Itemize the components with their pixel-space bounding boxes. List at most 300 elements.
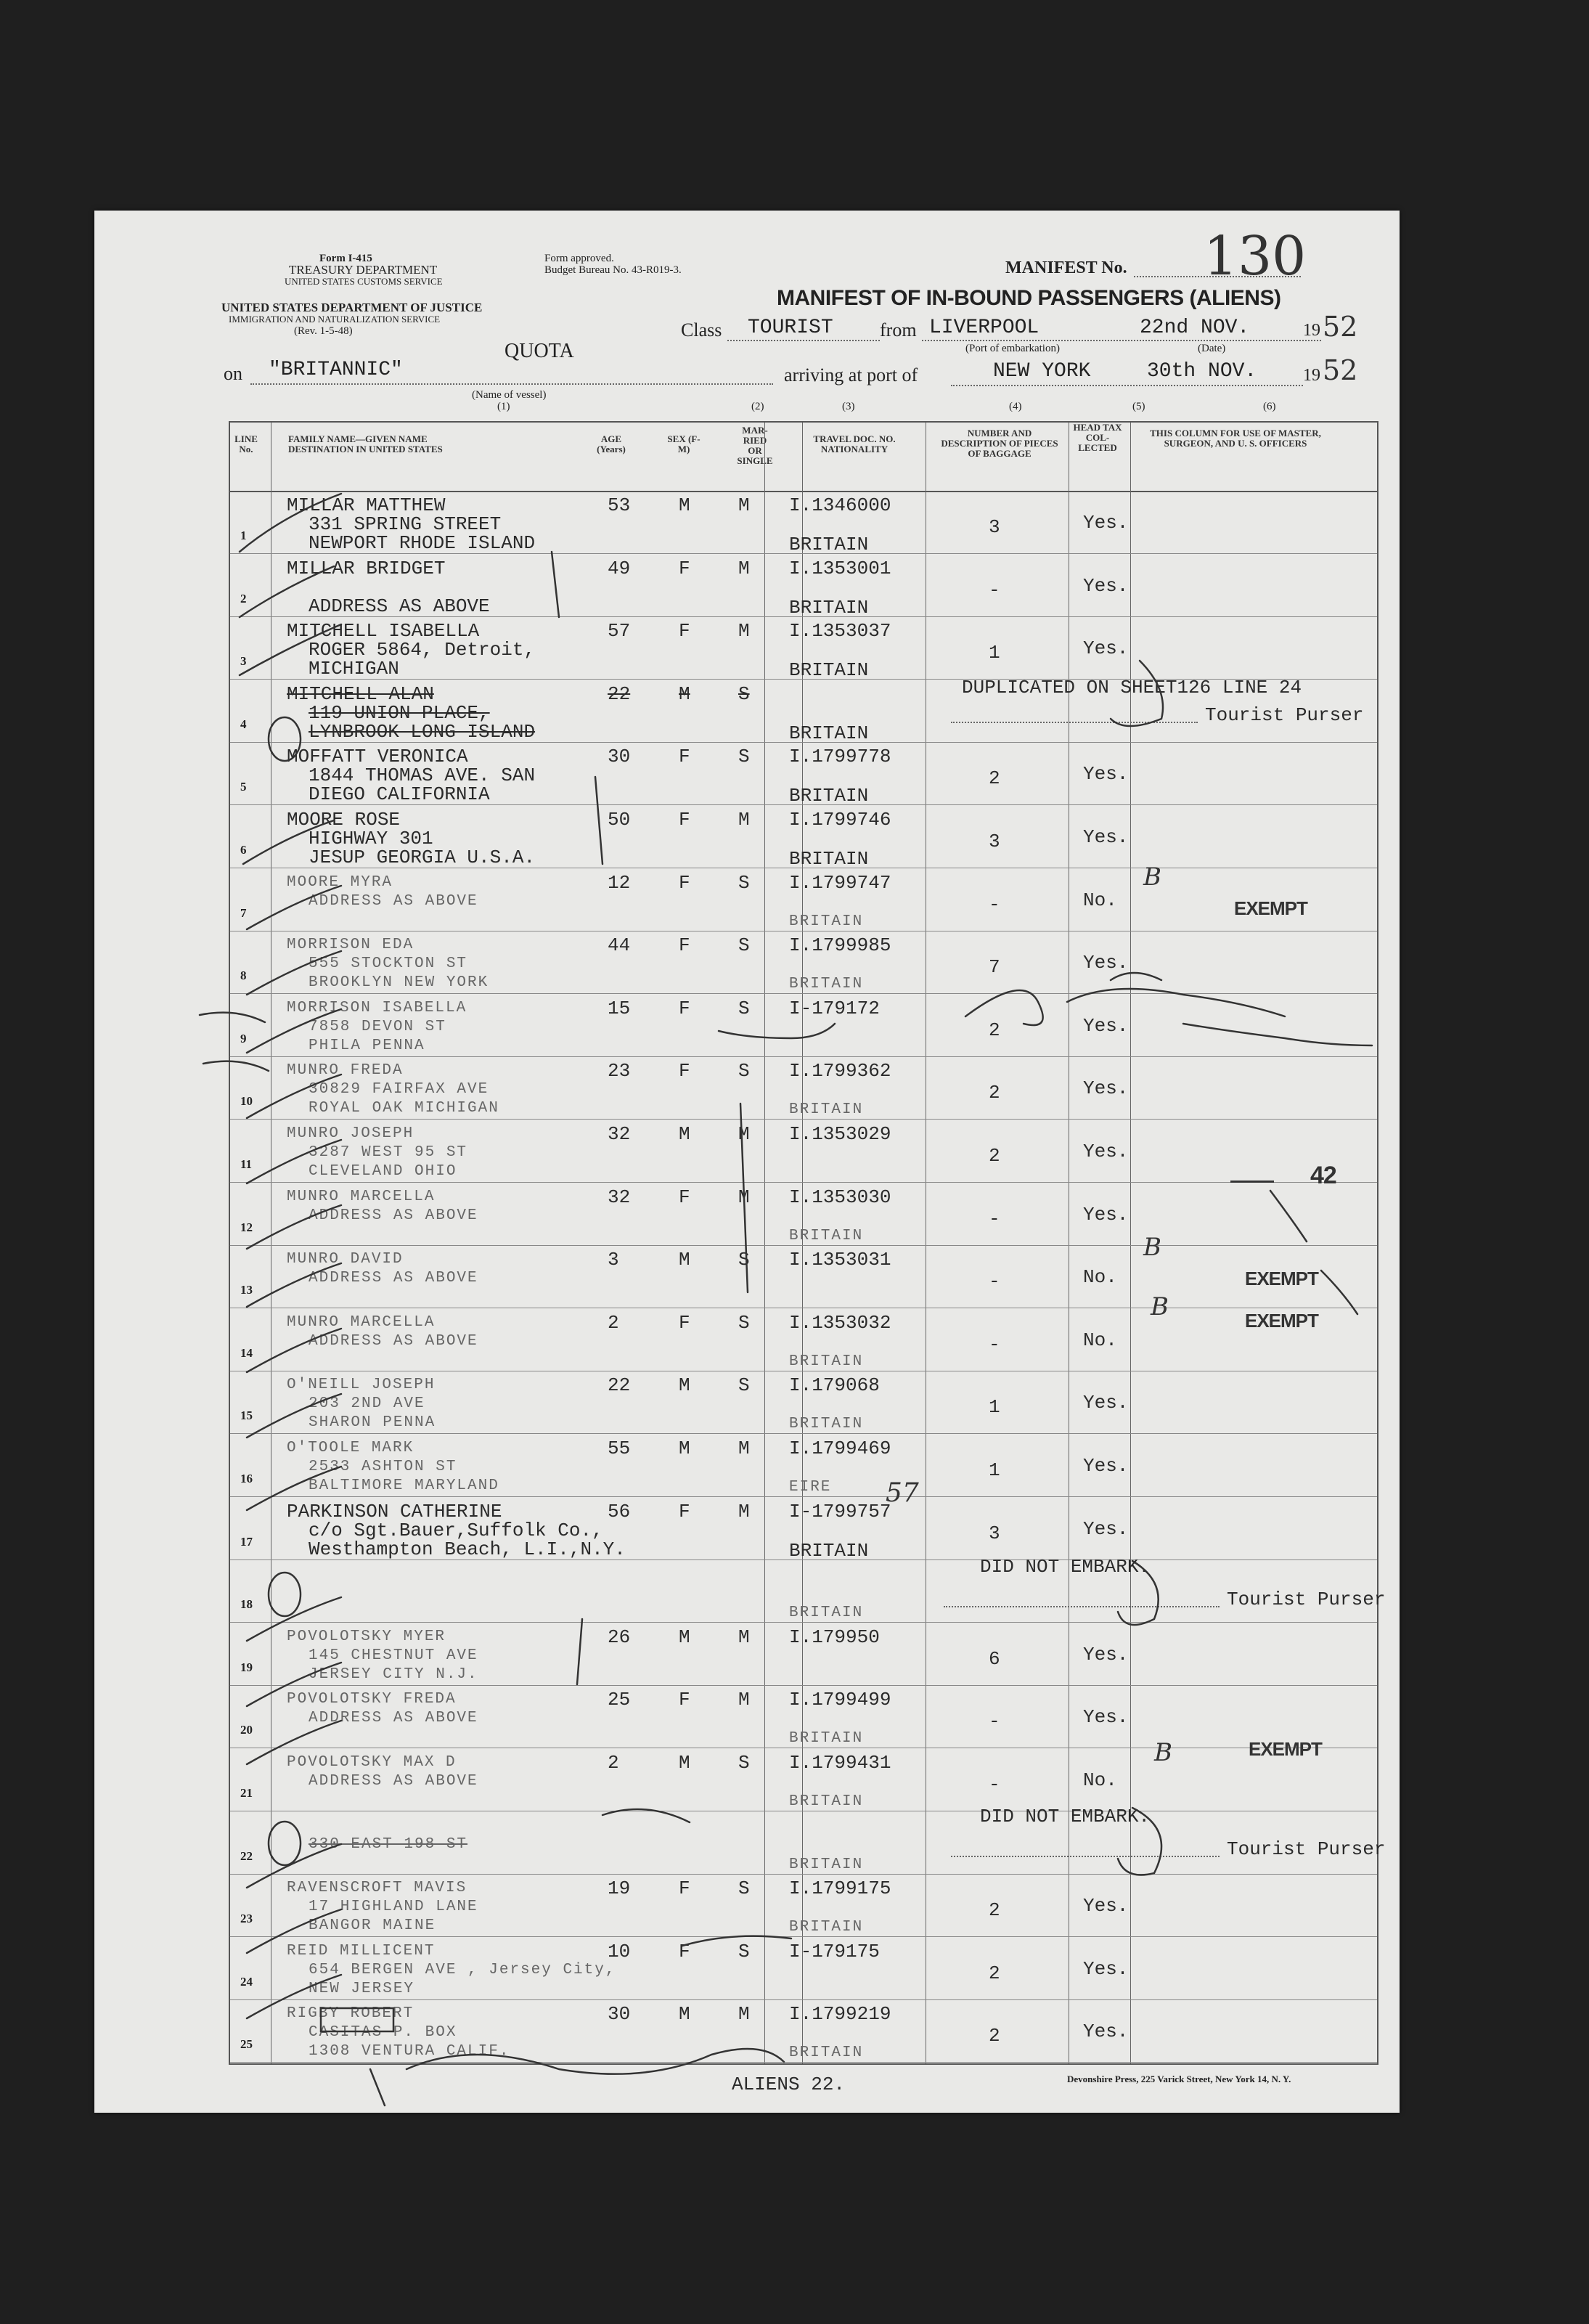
baggage-cell: 3: [989, 516, 1000, 538]
baggage-cell: 1: [989, 642, 1000, 664]
nationality-cell: BRITAIN: [789, 976, 864, 993]
address-line-1: 331 SPRING STREET: [309, 513, 502, 535]
address-line-2: BALTIMORE MARYLAND: [309, 1477, 499, 1494]
date-caption: (Date): [1198, 343, 1226, 354]
nationality-cell: BRITAIN: [789, 1793, 864, 1810]
head-tax-cell: Yes.: [1083, 637, 1129, 660]
address-line-1: 2533 ASHTON ST: [309, 1459, 457, 1475]
nationality-cell: BRITAIN: [789, 1101, 864, 1119]
address-line-1: ADDRESS AS ABOVE: [309, 1270, 478, 1287]
marital-cell: M: [738, 1626, 750, 1648]
address-line-1: c/o Sgt.Bauer,Suffolk Co.,: [309, 1519, 603, 1541]
line-number: 17: [240, 1534, 253, 1549]
address-line-2: DIEGO CALIFORNIA: [309, 783, 490, 806]
marital-cell: S: [738, 1249, 750, 1271]
aliens-count: ALIENS 22.: [732, 2074, 846, 2095]
age-cell: 30: [608, 746, 631, 768]
age-cell: 49: [608, 557, 631, 579]
sex-cell: M: [679, 682, 690, 705]
form-number: Form I-415: [319, 253, 372, 264]
age-cell: 44: [608, 934, 631, 957]
passenger-name: MUNRO MARCELLA: [287, 1188, 436, 1205]
col-number-6: (6): [1263, 401, 1276, 412]
head-tax-cell: Yes.: [1083, 763, 1129, 786]
age-cell: 10: [608, 1940, 631, 1962]
nationality-cell: BRITAIN: [789, 1353, 864, 1370]
travel-doc-cell: I.1799746: [789, 809, 891, 831]
address-line-1: 654 BERGEN AVE , Jersey City,: [309, 1961, 616, 1978]
age-cell: 25: [608, 1689, 631, 1711]
baggage-cell: -: [989, 1271, 1000, 1293]
passenger-name: RIGBY ROBERT: [287, 2005, 414, 2023]
age-cell: 57: [608, 620, 631, 643]
marital-cell: M: [738, 2003, 750, 2026]
travel-doc-cell: I.1353030: [789, 1186, 891, 1208]
age-cell: 56: [608, 1500, 631, 1522]
purser-note-2: Tourist Purser: [1227, 1589, 1386, 1610]
nationality-cell: BRITAIN: [789, 1730, 864, 1748]
sex-cell: F: [679, 1186, 690, 1208]
class-label: Class: [681, 319, 722, 341]
address-line-2: CLEVELAND OHIO: [309, 1163, 457, 1180]
embark-port: LIVERPOOL: [929, 317, 1039, 339]
passenger-name: PARKINSON CATHERINE: [287, 1500, 502, 1522]
head-tax-cell: Yes.: [1083, 1392, 1129, 1414]
address-line-2: SHARON PENNA: [309, 1414, 436, 1432]
travel-doc-cell: I.1799747: [789, 871, 891, 894]
sex-cell: M: [679, 1752, 690, 1774]
address-line-2: ROYAL OAK MICHIGAN: [309, 1100, 499, 1117]
nationality-cell: BRITAIN: [789, 1919, 864, 1936]
nationality-cell: BRITAIN: [789, 913, 864, 930]
line-number: 3: [240, 654, 247, 669]
passenger-name: MOORE MYRA: [287, 873, 393, 891]
head-tax-cell: Yes.: [1083, 512, 1129, 534]
passenger-name: MILLAR BRIDGET: [287, 557, 446, 579]
address-line-1: ROGER 5864, Detroit,: [309, 639, 536, 661]
travel-doc-cell: I-179172: [789, 997, 880, 1019]
age-cell: 22: [608, 682, 631, 705]
sex-cell: F: [679, 1940, 690, 1962]
arrival-port: NEW YORK: [993, 360, 1091, 383]
header-officers: THIS COLUMN FOR USE OF MASTER, SURGEON, AND U. S. OFFICERS: [1150, 428, 1321, 449]
arrival-date: 30th NOV.: [1147, 360, 1257, 383]
travel-doc-cell: I.179950: [789, 1626, 880, 1648]
address-line-2: BROOKLYN NEW YORK: [309, 974, 489, 992]
col-number-3: (3): [842, 401, 855, 412]
line-number: 13: [240, 1283, 253, 1297]
embark-year: 52: [1323, 311, 1358, 343]
baggage-cell: 2: [989, 2025, 1000, 2047]
sex-cell: F: [679, 997, 690, 1019]
head-tax-cell: Yes.: [1083, 1706, 1129, 1729]
col-number-5: (5): [1132, 401, 1145, 412]
nationality-cell: BRITAIN: [789, 1539, 869, 1562]
nationality-cell: BRITAIN: [789, 1605, 864, 1622]
line-number: 9: [240, 1031, 247, 1045]
travel-doc-cell: I.1353037: [789, 620, 891, 643]
age-cell: 2: [608, 1311, 619, 1334]
passenger-name: O'TOOLE MARK: [287, 1440, 414, 1456]
arrival-year-prefix: 19: [1303, 366, 1320, 385]
sex-cell: F: [679, 1877, 690, 1900]
from-label: from: [880, 319, 917, 341]
manifest-title: MANIFEST OF IN-BOUND PASSENGERS (ALIENS): [777, 286, 1281, 310]
marital-cell: S: [738, 1374, 750, 1397]
handwritten-b: B: [1151, 1292, 1169, 1321]
header-line: LINE No.: [234, 433, 258, 454]
address-line-1: 330 EAST 198 ST: [309, 1835, 468, 1853]
travel-doc-cell: I-179175: [789, 1940, 880, 1962]
line-number: 10: [240, 1094, 253, 1109]
line-number: 6: [240, 843, 247, 857]
address-line-2: NEWPORT RHODE ISLAND: [309, 532, 536, 554]
port-caption: (Port of embarkation): [965, 343, 1060, 354]
age-cell: 55: [608, 1438, 631, 1459]
line-number: 21: [240, 1786, 253, 1800]
marital-cell: M: [738, 1689, 750, 1711]
age-cell: 2: [608, 1752, 619, 1774]
address-line-2: MICHIGAN: [309, 658, 399, 680]
line-number: 7: [240, 905, 247, 920]
address-line-1: ADDRESS AS ABOVE: [309, 1710, 478, 1727]
head-tax-cell: Yes.: [1083, 1957, 1129, 1980]
address-line-1: 145 CHESTNUT AVE: [309, 1647, 478, 1664]
exempt-stamp: EXEMPT: [1245, 1268, 1318, 1289]
sex-cell: F: [679, 871, 690, 894]
line-number: 18: [240, 1597, 253, 1612]
travel-doc-cell: I.1346000: [789, 494, 891, 516]
head-tax-cell: Yes.: [1083, 952, 1129, 974]
passenger-name: POVOLOTSKY FREDA: [287, 1691, 457, 1708]
line-number: 4: [240, 717, 247, 731]
nationality-cell: BRITAIN: [789, 1856, 864, 1873]
address-line-1: 17 HIGHLAND LANE: [309, 1899, 478, 1916]
sex-cell: M: [679, 1374, 690, 1397]
age-cell: 19: [608, 1877, 631, 1900]
header-tax: HEAD TAX COL-LECTED: [1073, 422, 1122, 453]
exempt-stamp: EXEMPT: [1249, 1738, 1322, 1760]
handwriting-overlay: [94, 211, 1400, 2113]
line-number: 19: [240, 1660, 253, 1674]
head-tax-cell: Yes.: [1083, 1455, 1129, 1477]
embark-year-prefix: 19: [1303, 321, 1320, 340]
marital-cell: S: [738, 934, 750, 957]
head-tax-cell: Yes.: [1083, 1643, 1129, 1665]
travel-doc-cell: I.1799175: [789, 1877, 891, 1900]
sex-cell: F: [679, 1060, 690, 1083]
address-line-2: 1308 VENTURA CALIF.: [309, 2043, 510, 2060]
sex-cell: F: [679, 1500, 690, 1522]
justice-dept: UNITED STATES DEPARTMENT OF JUSTICE: [221, 301, 483, 314]
head-tax-cell: No.: [1083, 889, 1117, 911]
header-travel: TRAVEL DOC. NO. NATIONALITY: [813, 433, 896, 454]
marital-cell: M: [738, 809, 750, 831]
nationality-cell: BRITAIN: [789, 659, 869, 682]
head-tax-cell: Yes.: [1083, 1517, 1129, 1540]
nationality-cell: BRITAIN: [789, 1416, 864, 1433]
sex-cell: F: [679, 1689, 690, 1711]
travel-doc-cell: I.1799362: [789, 1060, 891, 1083]
sex-cell: M: [679, 494, 690, 516]
head-tax-cell: No.: [1083, 1329, 1117, 1351]
baggage-cell: 2: [989, 1145, 1000, 1167]
address-line-1: ADDRESS AS ABOVE: [309, 1773, 478, 1790]
nationality-cell: BRITAIN: [789, 596, 869, 619]
address-line-1: CASITAS P. BOX: [309, 2024, 457, 2042]
purser-note-3: Tourist Purser: [1227, 1838, 1386, 1860]
travel-doc-cell: I.1799469: [789, 1438, 891, 1459]
travel-doc-cell: I.1799431: [789, 1752, 891, 1774]
handwritten-57: 57: [886, 1478, 919, 1508]
customs-service: UNITED STATES CUSTOMS SERVICE: [285, 276, 443, 287]
address-line-1: 3287 WEST 95 ST: [309, 1144, 468, 1161]
sex-cell: F: [679, 1311, 690, 1334]
duplicated-note: DUPLICATED ON SHEET126 LINE 24: [962, 677, 1302, 698]
handwritten-b: B: [1143, 1233, 1161, 1262]
passenger-name: MORRISON ISABELLA: [287, 999, 467, 1016]
age-cell: 12: [608, 871, 631, 894]
head-tax-cell: Yes.: [1083, 1077, 1129, 1100]
travel-doc-cell: I.1353029: [789, 1123, 891, 1145]
arrival-year: 52: [1323, 354, 1358, 386]
marital-cell: M: [738, 1500, 750, 1522]
sex-cell: F: [679, 934, 690, 957]
marital-cell: S: [738, 1060, 750, 1083]
marital-cell: S: [738, 1311, 750, 1334]
head-tax-cell: Yes.: [1083, 1014, 1129, 1037]
line-number: 16: [240, 1472, 253, 1485]
nationality-cell: BRITAIN: [789, 534, 869, 555]
passenger-name: O'NEILL JOSEPH: [287, 1377, 436, 1394]
baggage-cell: 1: [989, 1459, 1000, 1481]
head-tax-cell: Yes.: [1083, 826, 1129, 848]
header-name: FAMILY NAME—GIVEN NAME DESTINATION IN UNITED STATES: [288, 433, 443, 454]
head-tax-cell: No.: [1083, 1266, 1117, 1289]
quota-label: QUOTA: [505, 340, 574, 362]
marital-cell: M: [738, 1438, 750, 1459]
manifest-no-label: MANIFEST No.: [1005, 258, 1127, 277]
col-number-2: (2): [751, 401, 764, 412]
age-cell: 50: [608, 809, 631, 831]
baggage-cell: -: [989, 1711, 1000, 1733]
address-line-1: ADDRESS AS ABOVE: [309, 1332, 478, 1350]
sex-cell: M: [679, 1626, 690, 1648]
head-tax-cell: Yes.: [1083, 1895, 1129, 1917]
baggage-cell: 3: [989, 1522, 1000, 1544]
count-42: 42: [1310, 1162, 1336, 1189]
address-line-2: JESUP GEORGIA U.S.A.: [309, 847, 536, 868]
baggage-cell: -: [989, 1333, 1000, 1355]
line-number: 12: [240, 1220, 253, 1234]
sex-cell: M: [679, 1438, 690, 1459]
age-cell: 32: [608, 1123, 631, 1145]
baggage-cell: 2: [989, 1019, 1000, 1041]
line-number: 2: [240, 591, 247, 606]
line-number: 14: [240, 1345, 253, 1360]
address-line-1: HIGHWAY 301: [309, 828, 433, 849]
sex-cell: F: [679, 620, 690, 643]
address-line-2: JERSEY CITY N.J.: [309, 1665, 478, 1683]
marital-cell: S: [738, 997, 750, 1019]
nationality-cell: BRITAIN: [789, 848, 869, 870]
age-cell: 3: [608, 1249, 619, 1271]
marital-cell: M: [738, 557, 750, 579]
vessel-caption: (Name of vessel): [472, 389, 547, 401]
class-value: TOURIST: [748, 317, 833, 339]
exempt-stamp: EXEMPT: [1234, 897, 1307, 919]
handwritten-b: B: [1143, 863, 1161, 892]
manifest-sheet: [94, 211, 1400, 2113]
age-cell: 23: [608, 1060, 631, 1083]
handwritten-b: B: [1154, 1738, 1172, 1767]
col-number-1: (1): [497, 401, 510, 412]
marital-cell: M: [738, 494, 750, 516]
baggage-cell: 2: [989, 1899, 1000, 1922]
address-line-2: BANGOR MAINE: [309, 1917, 436, 1935]
marital-cell: S: [738, 746, 750, 768]
line-number: 11: [240, 1157, 253, 1171]
age-cell: 22: [608, 1374, 631, 1397]
ins-service: IMMIGRATION AND NATURALIZATION SERVICE: [229, 314, 441, 325]
passenger-name: MUNRO FREDA: [287, 1062, 404, 1080]
marital-cell: M: [738, 1186, 750, 1208]
baggage-cell: -: [989, 1774, 1000, 1795]
marital-cell: M: [738, 620, 750, 643]
baggage-cell: 6: [989, 1647, 1000, 1670]
passenger-name: POVOLOTSKY MYER: [287, 1628, 446, 1645]
line-number: 15: [240, 1408, 253, 1423]
head-tax-cell: Yes.: [1083, 574, 1129, 597]
address-line-2: ADDRESS AS ABOVE: [309, 595, 490, 617]
line-number: 1: [240, 529, 247, 542]
marital-cell: S: [738, 1940, 750, 1962]
nationality-cell: BRITAIN: [789, 2044, 864, 2062]
vessel-name: "BRITANNIC": [269, 359, 403, 381]
passenger-name: MUNRO MARCELLA: [287, 1313, 436, 1331]
head-tax-cell: Yes.: [1083, 1203, 1129, 1226]
marital-cell: S: [738, 1752, 750, 1774]
address-line-1: 30829 FAIRFAX AVE: [309, 1081, 489, 1098]
purser-note-1: Tourist Purser: [1205, 704, 1364, 726]
manifest-number: 130: [1204, 225, 1307, 288]
travel-doc-cell: I.1353031: [789, 1249, 891, 1271]
sex-cell: F: [679, 809, 690, 831]
passenger-name: MUNRO JOSEPH: [287, 1125, 414, 1142]
passenger-name: MITCHELL ISABELLA: [287, 620, 480, 643]
address-line-1: ADDRESS AS ABOVE: [309, 892, 478, 910]
travel-doc-cell: I.1799985: [789, 934, 891, 957]
passenger-name: RAVENSCROFT MAVIS: [287, 1880, 467, 1897]
baggage-cell: 7: [989, 956, 1000, 979]
marital-cell: S: [738, 871, 750, 894]
header-baggage: NUMBER AND DESCRIPTION OF PIECES OF BAGGAGE: [941, 428, 1058, 459]
head-tax-cell: Yes.: [1083, 1141, 1129, 1162]
marital-cell: S: [738, 1877, 750, 1900]
col-number-4: (4): [1009, 401, 1022, 412]
nationality-cell: BRITAIN: [789, 1227, 864, 1244]
marital-cell: M: [738, 1123, 750, 1145]
address-line-2: PHILA PENNA: [309, 1037, 425, 1054]
nationality-cell: BRITAIN: [789, 722, 869, 744]
header-age: AGE (Years): [597, 433, 626, 454]
travel-doc-cell: I.1799219: [789, 2003, 891, 2026]
line-number: 24: [240, 1974, 253, 1989]
marital-cell: S: [738, 682, 750, 705]
line-number: 5: [240, 780, 247, 794]
baggage-cell: 2: [989, 767, 1000, 790]
did-not-embark-2: DID NOT EMBARK.: [980, 1806, 1151, 1827]
head-tax-cell: Yes.: [1083, 2021, 1129, 2043]
embark-date: 22nd NOV.: [1140, 317, 1250, 339]
sex-cell: F: [679, 746, 690, 768]
baggage-cell: 3: [989, 831, 1000, 852]
revision: (Rev. 1-5-48): [294, 325, 353, 337]
header-sex: SEX (F-M): [667, 433, 700, 454]
travel-doc-cell: I.1799778: [789, 746, 891, 768]
address-line-1: 1844 THOMAS AVE. SAN: [309, 765, 536, 787]
address-line-1: 555 STOCKTON ST: [309, 955, 468, 973]
passenger-name: MILLAR MATTHEW: [287, 494, 446, 516]
age-cell: 30: [608, 2003, 631, 2026]
age-cell: 26: [608, 1626, 631, 1648]
arriving-label: arriving at port of: [784, 364, 918, 386]
baggage-cell: 1: [989, 1396, 1000, 1419]
age-cell: 53: [608, 494, 631, 516]
passenger-name: MUNRO DAVID: [287, 1251, 404, 1268]
travel-doc-cell: I-1799757: [789, 1500, 891, 1522]
sex-cell: M: [679, 1123, 690, 1145]
sex-cell: F: [679, 557, 690, 579]
baggage-cell: 2: [989, 1962, 1000, 1984]
passenger-name: MOORE ROSE: [287, 809, 401, 831]
printer-imprint: Devonshire Press, 225 Varick Street, New York 14, N. Y.: [1067, 2074, 1291, 2084]
age-cell: 32: [608, 1186, 631, 1208]
address-line-1: 203 2ND AVE: [309, 1395, 425, 1413]
line-number: 20: [240, 1723, 253, 1737]
passenger-name: REID MILLICENT: [287, 1942, 436, 1960]
passenger-name: POVOLOTSKY MAX D: [287, 1754, 457, 1771]
address-line-2: NEW JERSEY: [309, 1980, 415, 1997]
address-line-1: ADDRESS AS ABOVE: [309, 1207, 478, 1224]
baggage-cell: -: [989, 579, 1000, 601]
address-line-2: LYNBROOK LONG ISLAND: [309, 720, 536, 743]
baggage-cell: -: [989, 1207, 1000, 1230]
address-line-2: Westhampton Beach, L.I.,N.Y.: [309, 1538, 626, 1560]
baggage-cell: 2: [989, 1082, 1000, 1104]
travel-doc-cell: I.1353032: [789, 1311, 891, 1334]
treasury-dept: TREASURY DEPARTMENT: [289, 263, 438, 277]
line-number: 8: [240, 969, 247, 983]
head-tax-cell: No.: [1083, 1769, 1117, 1791]
age-cell: 15: [608, 997, 631, 1019]
passenger-name: MOFFATT VERONICA: [287, 746, 468, 768]
travel-doc-cell: I.1353001: [789, 557, 891, 579]
sex-cell: M: [679, 1249, 690, 1271]
line-number: 25: [240, 2037, 253, 2052]
header-married: MAR-RIED OR SINGLE: [737, 425, 773, 466]
nationality-cell: EIRE: [789, 1479, 832, 1496]
exempt-stamp: EXEMPT: [1245, 1310, 1318, 1332]
on-label: on: [224, 363, 242, 384]
passenger-name: MITCHELL ALAN: [287, 682, 434, 705]
line-number: 23: [240, 1912, 253, 1926]
baggage-cell: -: [989, 893, 1000, 916]
form-approved: Form approved.: [544, 253, 614, 264]
budget-bureau: Budget Bureau No. 43-R019-3.: [544, 264, 682, 276]
travel-doc-cell: I.1799499: [789, 1689, 891, 1711]
address-line-1: 119 UNION PLACE,: [309, 701, 490, 724]
